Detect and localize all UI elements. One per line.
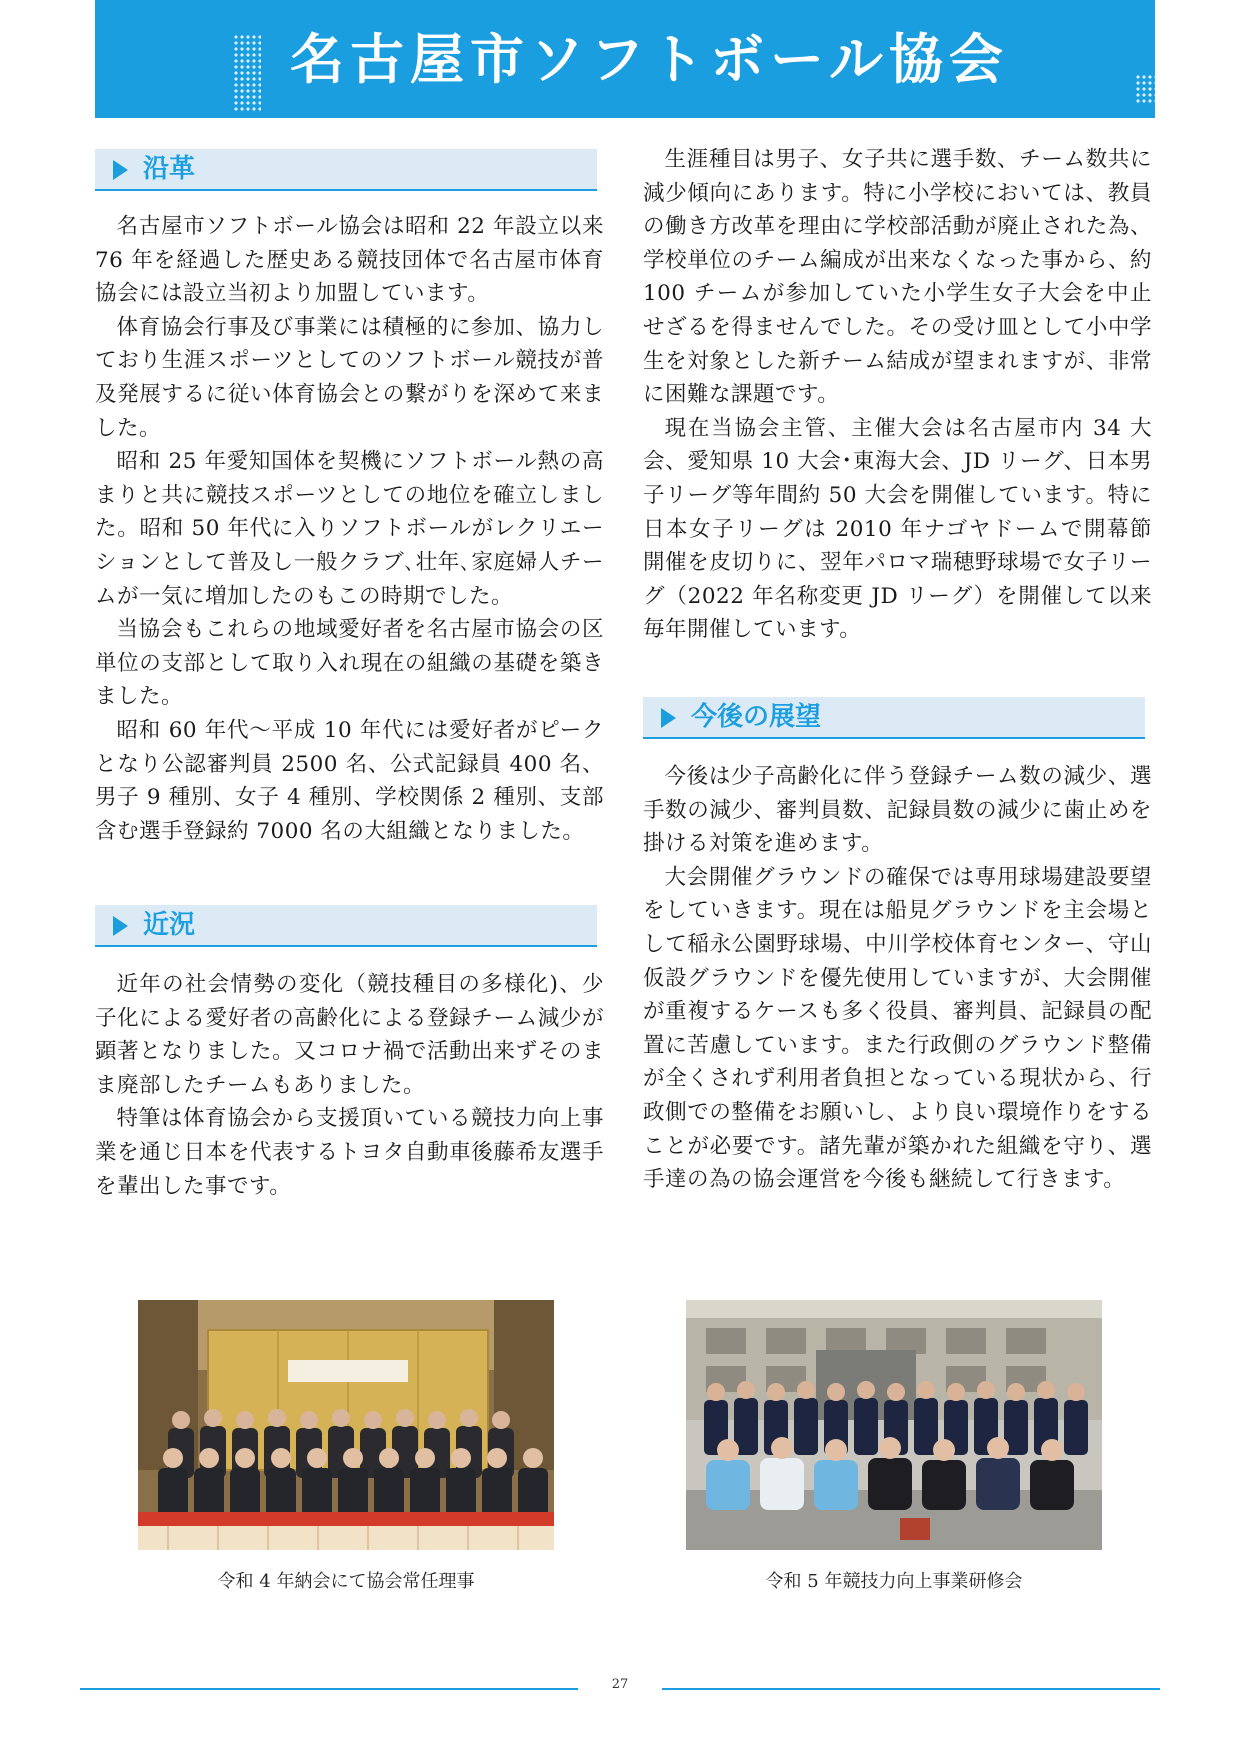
page-number: 27 <box>611 1677 629 1692</box>
triangle-bullet-icon <box>113 916 128 936</box>
section-heading-label: 今後の展望 <box>691 702 822 732</box>
dot-pattern-decoration <box>233 34 261 112</box>
section-heading-recent <box>95 905 597 947</box>
page-title: 名古屋市ソフトボール協会 <box>290 28 1009 91</box>
paragraph: 体育協会行事及び事業には積極的に参加、協力しており生涯スポーツとしてのソフトボール競技が普及発展するに従い体育協会との繋がりを深めて来ました。 <box>95 314 604 441</box>
paragraph: 昭和 25 年愛知国体を契機にソフトボール熱の高まりと共に競技スポーツとしての地位を確立しました。昭和 50 年代に入りソフトボールがレクリエーションとして普及し一般クラブ､壮年､家庭婦人チームが一気に増加したのもこの時期でした。 <box>95 449 604 609</box>
paragraph: 昭和 60 年代〜平成 10 年代には愛好者がピークとなり公認審判員 2500 名、公式記録員 400 名、男子 9 種別、女子 4 種別、学校関係 2 種別、支部含む選手登録約 7000 名の大組織となりました。 <box>95 717 604 844</box>
paragraph: 特筆は体育協会から支援頂いている競技力向上事業を通じ日本を代表するトヨタ自動車後藤希友選手を輩出した事です。 <box>95 1106 604 1199</box>
photo-caption: 令和 4 年納会にて協会常任理事 <box>217 1571 475 1592</box>
history-text <box>95 210 604 848</box>
triangle-bullet-icon <box>661 708 676 728</box>
group-photo-training-session <box>686 1300 1102 1550</box>
section-heading-label: 近況 <box>143 910 196 940</box>
photo-caption: 令和 5 年競技力向上事業研修会 <box>765 1571 1023 1592</box>
section-heading-history <box>95 149 597 191</box>
paragraph: 生涯種目は男子、女子共に選手数、チーム数共に減少傾向にあります。特に小学校においては、教員の働き方改革を理由に学校部活動が廃止された為、学校単位のチーム編成が出来なくなった事から、約 100 チームが参加していた小学生女子大会を中止せざるを得ませんでした。その受け皿として小中学生を対象とした新チーム結成が望まれますが、非常に困難な課題です。 <box>643 147 1152 408</box>
outlook-text <box>643 760 1152 1197</box>
footer-divider <box>80 1688 578 1690</box>
paragraph: 当協会もこれらの地域愛好者を名古屋市協会の区単位の支部として取り入れ現在の組織の基礎を築きました。 <box>95 617 604 710</box>
paragraph: 現在当協会主管、主催大会は名古屋市内 34 大会、愛知県 10 大会･東海大会、JD リーグ、日本男子リーグ等年間約 50 大会を開催しています。特に日本女子リーグは 2010 年ナゴヤドームで開幕節開催を皮切りに、翌年パロマ瑞穂野球場で女子リーグ（2022 年名称変更 JD リーグ）を開催して以来毎年開催しています。 <box>643 415 1152 643</box>
title-banner <box>95 0 1155 118</box>
paragraph: 大会開催グラウンドの確保では専用球場建設要望をしていきます。現在は船見グラウンドを主会場として稲永公園野球場、中川学校体育センター、守山仮設グラウンドを優先使用していますが、大会開催が重複するケースも多く役員、審判員、記録員の配置に苦慮しています。また行政側のグラウンド整備が全くされず利用者負担となっている現状から、行政側での整備をお願いし、より良い環境作りをすることが必要です。諸先輩が築かれた組織を守り、選手達の為の協会運営を今後も継続して行きます。 <box>643 864 1152 1193</box>
footer-divider <box>662 1688 1160 1690</box>
dot-pattern-decoration <box>1135 74 1211 104</box>
recent-text <box>95 968 604 1203</box>
triangle-bullet-icon <box>113 160 128 180</box>
paragraph: 今後は少子高齢化に伴う登録チーム数の減少、選手数の減少、審判員数、記録員数の減少に歯止めを掛ける対策を進めます。 <box>643 764 1152 857</box>
section-heading-outlook <box>643 697 1145 739</box>
section-heading-label: 沿革 <box>143 154 196 184</box>
group-photo-board-members <box>138 1300 554 1550</box>
recent-continued-text <box>643 143 1152 647</box>
paragraph: 名古屋市ソフトボール協会は昭和 22 年設立以来 76 年を経過した歴史ある競技団体で名古屋市体育協会には設立当初より加盟しています。 <box>95 214 604 307</box>
paragraph: 近年の社会情勢の変化（競技種目の多様化)、少子化による愛好者の高齢化による登録チーム減少が顕著となりました。又コロナ禍で活動出来ずそのまま廃部したチームもありました。 <box>95 972 604 1098</box>
